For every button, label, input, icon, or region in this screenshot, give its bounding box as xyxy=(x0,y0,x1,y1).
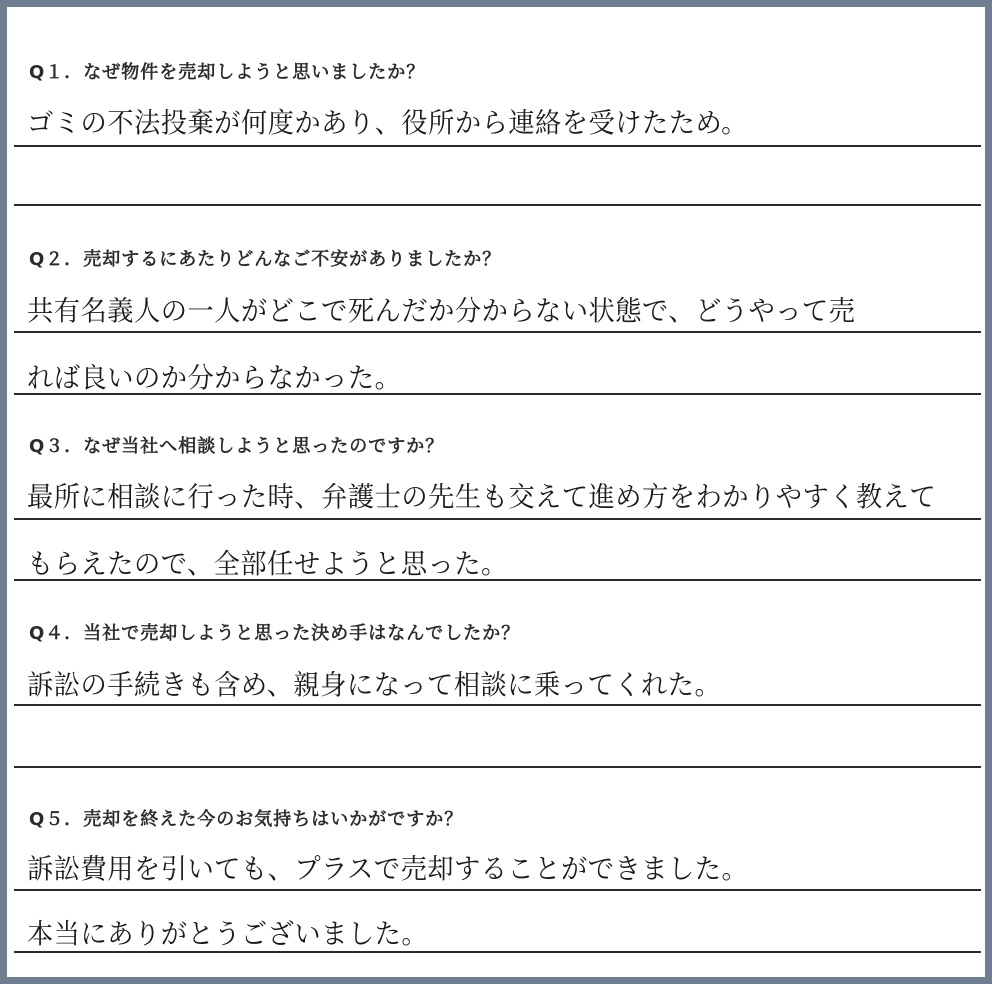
question-3: Q３．なぜ当社へ相談しようと思ったのですか？ xyxy=(29,436,445,457)
answer-rule xyxy=(14,145,981,147)
answer-rule xyxy=(14,951,981,953)
answer-5-line-1: 訴訟費用を引いても、プラスで売却することができました。 xyxy=(27,853,749,885)
answer-4-line-1: 訴訟の手続きも含め、親身になって相談に乗ってくれた。 xyxy=(27,669,722,701)
survey-form xyxy=(14,14,992,984)
answer-rule xyxy=(14,393,981,395)
answer-rule xyxy=(14,889,981,891)
answer-rule xyxy=(14,518,981,520)
question-5: Q５．売却を終えた今のお気持ちはいかがですか？ xyxy=(29,809,464,830)
answer-rule xyxy=(14,579,981,581)
question-4: Q４．当社で売却しようと思った決め手はなんでしたか？ xyxy=(29,623,521,644)
answer-rule xyxy=(14,331,981,333)
answer-rule xyxy=(14,766,981,768)
answer-3-line-1: 最所に相談に行った時、弁護士の先生も交えて進め方をわかりやすく教えて xyxy=(27,481,937,513)
answer-rule xyxy=(14,204,981,206)
answer-2-line-1: 共有名義人の一人がどこで死んだか分からない状態で、どうやって売 xyxy=(27,295,856,327)
answer-2-line-2: れば良いのか分からなかった。 xyxy=(27,362,402,394)
answer-rule xyxy=(14,704,981,706)
answer-3-line-2: もらえたので、全部任せようと思った。 xyxy=(27,548,508,580)
question-2: Q２．売却するにあたりどんなご不安がありましたか？ xyxy=(29,249,502,270)
answer-5-line-2: 本当にありがとうございました。 xyxy=(27,918,429,950)
answer-1-line-1: ゴミの不法投棄が何度かあり、役所から連絡を受けたため。 xyxy=(27,107,748,139)
question-1: Q１．なぜ物件を売却しようと思いましたか？ xyxy=(29,62,426,83)
